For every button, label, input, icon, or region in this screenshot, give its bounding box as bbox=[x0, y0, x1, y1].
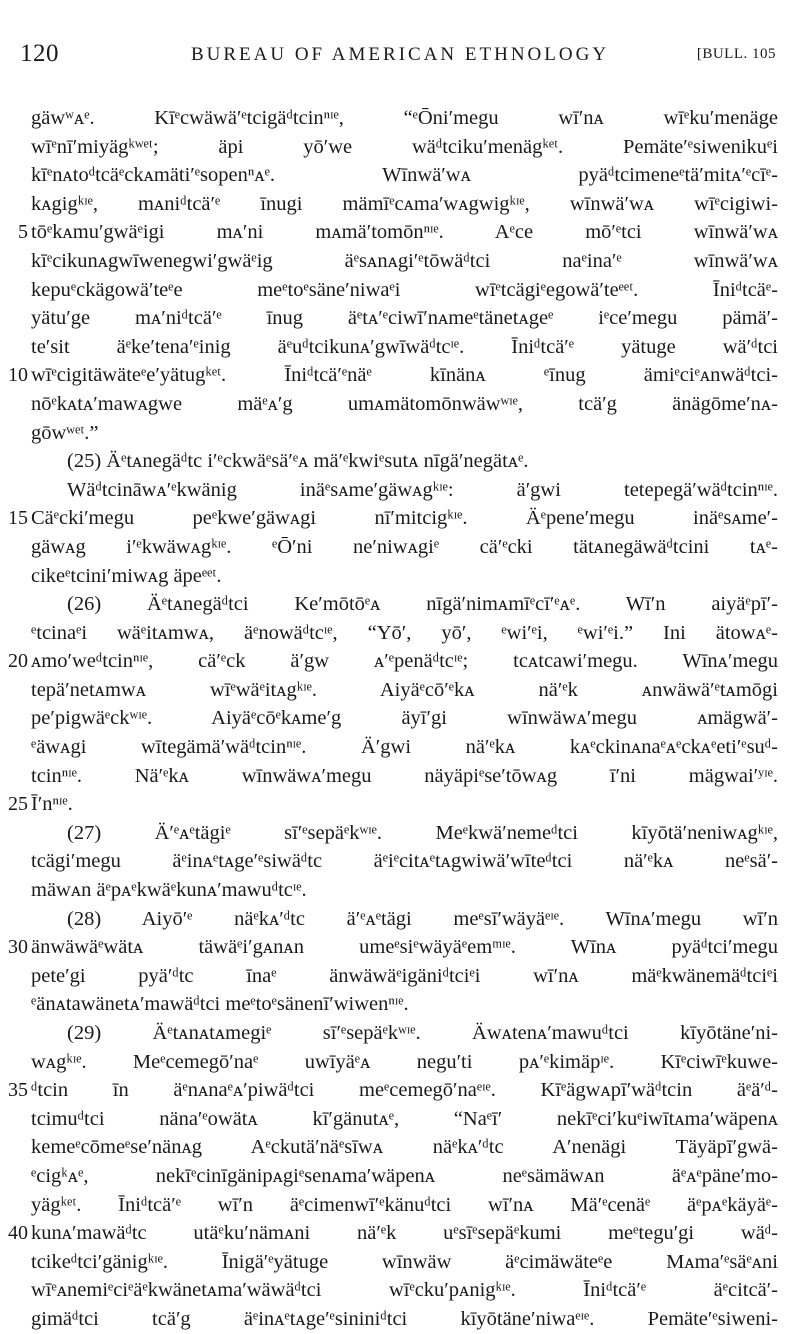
text-line bbox=[0, 847, 800, 876]
text-line bbox=[0, 419, 800, 448]
text-line bbox=[0, 190, 800, 219]
text-line bbox=[0, 590, 800, 619]
line-text: kepuᵉckägowä′teᵉe meᵉtoᵉsäne′niwaᵉi wīᵉtcägiᵉegowä′teᵉᵉᵗ. Īniᵈtcäᵉ- bbox=[31, 278, 778, 301]
text-line bbox=[0, 933, 800, 962]
line-text: ᵉtcinaᵉi wäᵉitᴀmwᴀ, äᵉnowäᵈtcᶦᵉ, “Yō′, yō′, ᵉwi′ᵉi, ᵉwi′ᵉi.” Ini ätowᴀᵉ- bbox=[31, 621, 778, 644]
line-text: yägᵏᵉᵗ. Īniᵈtcä′ᵉ wī′n äᵉcimenwī′ᵉkänuᵈtci wī′nᴀ Mä′ᵉcenäᵉ äᵉpᴀᵉkäyäᵉ- bbox=[31, 1193, 778, 1216]
line-text: kᴀgigᵏᶦᵉ, mᴀniᵈtcä′ᵉ īnugi mämīᵉcᴀma′wᴀgwigᵏᶦᵉ, wīnwä′wᴀ wīᵉcigiwi- bbox=[31, 192, 778, 215]
line-text: kīᵉnᴀtoᵈtcäᵉckᴀmäti′ᵉsopenⁿᴀᵉ. Wīnwä′wᴀ pyäᵈtcimeneᵉtä′mitᴀ′ᵉcīᵉ- bbox=[31, 164, 778, 187]
text-line bbox=[0, 361, 800, 390]
line-text: tcinⁿᶦᵉ. Nä′ᵉkᴀ wīnwäwᴀ′megu näyäpiᵉse′tōwᴀg ī′ni mägwai′ʸᶦᵉ. bbox=[31, 764, 778, 787]
text-line bbox=[0, 1191, 800, 1220]
text-line bbox=[0, 1019, 800, 1048]
line-text: (28) Aiyō′ᵉ näᵉkᴀ′ᵈtc ä′ᵉᴀᵉtägi meᵉsī′wäyäᵉᶦᵉ. Wīnᴀ′megu wī′n bbox=[67, 907, 778, 930]
line-text: tcikeᵈtci′gänigᵏᶦᵉ. Īnigä′ᵉyätuge wīnwäw äᵉcimäwäteᵉe Mᴀma′ᵉsäᵉᴀni bbox=[31, 1250, 778, 1273]
text-line bbox=[0, 476, 800, 505]
line-text: nōᵉkᴀtᴀ′mawᴀgwe mäᵉᴀ′g umᴀmätomōnwäwʷᶦᵉ, tcä′g änägōme′nᴀ- bbox=[31, 392, 778, 415]
line-text: gäwᴀg i′ᵉkwäwᴀgᵏᶦᵉ. ᵉŌ′ni ne′niwᴀgiᵉ cä′ᵉcki tätᴀnegäwäᵈtcini tᴀᵉ- bbox=[31, 535, 778, 558]
line-text: Ī′nⁿᶦᵉ. bbox=[31, 793, 73, 816]
line-number: 10 bbox=[8, 364, 28, 387]
line-text: yätu′ge mᴀ′niᵈtcä′ᵉ īnug äᵉtᴀ′ᵉciwī′nᴀmeᵉtänetᴀgeᵉ iᵉce′megu pämä′- bbox=[31, 307, 778, 330]
line-text: ᵉänᴀtawänetᴀ′mawäᵈtci meᵉtoᵉsänenī′wiwenⁿᶦᵉ. bbox=[31, 993, 409, 1016]
line-text: ᵉäwᴀgi wītegämä′wäᵈtcinⁿᶦᵉ. Ä′gwi nä′ᵉkᴀ kᴀᵉckinᴀnaᵉᴀᵉckᴀᵉeti′ᵉsuᵈ- bbox=[31, 736, 778, 759]
line-number: 30 bbox=[8, 936, 28, 959]
text-line bbox=[0, 1133, 800, 1162]
page-header bbox=[20, 40, 780, 70]
text-line bbox=[0, 504, 800, 533]
line-text: Wäᵈtcināwᴀ′ᵉkwänig inäᵉsᴀme′gäwᴀgᵏᶦᵉ: ä′gwi tetepegä′wäᵈtcinⁿᶦᵉ. bbox=[67, 478, 778, 501]
text-line bbox=[0, 304, 800, 333]
text-line bbox=[0, 1248, 800, 1277]
line-number: 15 bbox=[8, 507, 28, 530]
text-line bbox=[0, 1219, 800, 1248]
line-text: gimäᵈtci tcä′g äᵉinᴀᵉtᴀge′ᵉsininiᵈtci kīyōtäne′niwaᵉᶦᵉ. Pemäte′ᵉsiweni- bbox=[31, 1307, 778, 1330]
line-text: kemeᵉcōmeᵉse′nänᴀg Aᵉckutä′näᵉsīwᴀ näᵉkᴀ′ᵈtc A′nenägi Täyäpī′gwä- bbox=[31, 1136, 778, 1159]
line-text: wᴀgᵏᶦᵉ. Meᵉcemegō′naᵉ uwīyäᵉᴀ negu′ti pᴀ′ᵉkimäpᶦᵉ. Kīᵉciwīᵉkuwe- bbox=[31, 1050, 778, 1073]
text-line bbox=[0, 104, 800, 133]
line-text: (27) Ä′ᵉᴀᵉtägiᵉ sī′ᵉsepäᵉkʷᶦᵉ. Meᵉkwä′nemeᵈtci kīyōtä′neniwᴀgᵏᶦᵉ, bbox=[67, 821, 778, 844]
text-line bbox=[0, 790, 800, 819]
line-number: 35 bbox=[8, 1079, 28, 1102]
line-number: 5 bbox=[18, 221, 28, 244]
page-number: 120 bbox=[20, 40, 59, 67]
line-text: (26) Äᵉtᴀnegäᵈtci Ke′mōtōᵉᴀ nīgä′nimᴀmīᵉcī′ᵉᴀᵉ. Wī′n aiyäᵉpī′- bbox=[67, 593, 778, 616]
line-text: tōᵉkᴀmu′gwäᵉigi mᴀ′ni mᴀmä′tomōnⁿᶦᵉ. Aᵉce mō′ᵉtci wīnwä′wᴀ bbox=[31, 221, 778, 244]
text-line bbox=[0, 1076, 800, 1105]
text-line bbox=[0, 333, 800, 362]
text-line bbox=[0, 676, 800, 705]
text-line bbox=[0, 276, 800, 305]
text-line bbox=[0, 447, 800, 476]
text-line bbox=[0, 390, 800, 419]
line-text: gōwʷᵉᵗ.” bbox=[31, 421, 99, 444]
line-text: cikeᵉtcini′miwᴀg äpeᵉᵉᵗ. bbox=[31, 564, 222, 587]
text-line bbox=[0, 990, 800, 1019]
text-line bbox=[0, 562, 800, 591]
text-line bbox=[0, 133, 800, 162]
running-title: BUREAU OF AMERICAN ETHNOLOGY bbox=[190, 44, 610, 65]
text-line bbox=[0, 905, 800, 934]
line-text: (29) Äᵉtᴀnᴀtᴀmegiᵉ sī′ᵉsepäᵉkʷᶦᵉ. Äwᴀtenᴀ′mawuᵈtci kīyōtäne′ni- bbox=[67, 1022, 778, 1044]
line-text: ᴀmo′weᵈtcinⁿᶦᵉ, cä′ᵉck ä′gw ᴀ′ᵉpenäᵈtcᶦᵉ; tcᴀtcawi′megu. Wīnᴀ′megu bbox=[31, 650, 778, 673]
text-line bbox=[0, 533, 800, 562]
text-line bbox=[0, 1162, 800, 1191]
line-text: te′sit äᵉke′tena′ᵉinig äᵉuᵈtcikunᴀ′gwīwäᵈtcᶦᵉ. Īniᵈtcä′ᵉ yätuge wä′ᵈtci bbox=[31, 335, 778, 358]
line-number: 25 bbox=[8, 793, 28, 816]
bulletin-reference: [BULL. 105 bbox=[696, 46, 776, 62]
line-text: Cäᵉcki′megu peᵉkwe′gäwᴀgi nī′mitcigᵏᶦᵉ. Äᵉpene′megu inäᵉsᴀme′- bbox=[31, 507, 778, 530]
line-text: pete′gi pyä′ᵈtc īnaᵉ änwäwäᵉigäniᵈtciᵉi wī′nᴀ mäᵉkwänemäᵈtciᵉi bbox=[31, 964, 778, 987]
line-text: ᵈtcin īn äᵉnᴀnaᵉᴀ′piwäᵈtci meᵉcemegō′naᵉᶦᵉ. Kīᵉägwᴀpī′wäᵈtcin äᵉä′ᵈ- bbox=[31, 1079, 778, 1102]
text-line bbox=[0, 218, 800, 247]
line-text: (25) Äᵉtᴀnegäᵈtc i′ᵉckwäᵉsä′ᵉᴀ mä′ᵉkwiᵉsutᴀ nīgä′negätᴀᵉ. bbox=[67, 450, 529, 473]
line-text: tcägi′megu äᵉinᴀᵉtᴀge′ᵉsiwäᵈtc äᵉiᵉcitᴀᵉtᴀgwiwä′wīteᵈtci nä′ᵉkᴀ neᵉsä′- bbox=[31, 850, 778, 873]
text-line bbox=[0, 762, 800, 791]
line-text: ᵉcigᵏᴀᵉ, nekīᵉcinīgänipᴀgiᵉsenᴀma′wäpenᴀ neᵉsämäwᴀn äᵉᴀᵉpäne′mo- bbox=[31, 1164, 778, 1187]
line-text: wīᵉnī′miyägᵏʷᵉᵗ; äpi yō′we wäᵈtciku′menägᵏᵉᵗ. Pemäte′ᵉsiwenikuᵉi bbox=[31, 135, 778, 158]
text-line bbox=[0, 1048, 800, 1077]
line-text: kunᴀ′mawäᵈtc utäᵉku′nämᴀni nä′ᵉk uᵉsīᵉsepäᵉkumi meᵉtegu′gi wäᵈ- bbox=[31, 1222, 778, 1245]
text-line bbox=[0, 647, 800, 676]
text-line bbox=[0, 733, 800, 762]
body-text bbox=[0, 104, 800, 1334]
text-line bbox=[0, 876, 800, 905]
text-line bbox=[0, 962, 800, 991]
line-number: 40 bbox=[8, 1222, 28, 1245]
line-text: wīᵉcigitäwäteᵉe′yätugᵏᵉᵗ. Īniᵈtcä′ᵉnäᵉ kīnänᴀ ᵉīnug ämiᵉciᵉᴀnwäᵈtci- bbox=[31, 364, 778, 387]
text-line bbox=[0, 247, 800, 276]
text-line bbox=[0, 161, 800, 190]
line-text: pe′pigwäᵉckʷᶦᵉ. Aiyäᵉcōᵉkᴀme′g äyī′gi wīnwäwᴀ′megu ᴀmägwä′- bbox=[31, 707, 778, 730]
line-text: tcimuᵈtci näna′ᵉowätᴀ kī′gänutᴀᵉ, “Naᵉī′ nekīᵉci′kuᵉiwītᴀma′wäpenᴀ bbox=[31, 1107, 778, 1130]
line-text: gäwʷᴀᵉ. Kīᵉcwäwä′ᵉtcigäᵈtcinⁿᶦᵉ, “ᵉŌni′megu wī′nᴀ wīᵉku′menäge bbox=[31, 107, 778, 129]
line-text: tepä′netᴀmwᴀ wīᵉwäᵉitᴀgᵏᶦᵉ. Aiyäᵉcō′ᵉkᴀ nä′ᵉk ᴀnwäwä′ᵉtᴀmōgi bbox=[31, 678, 778, 701]
line-text: änwäwäᵉwätᴀ täwäᵉi′gᴀnᴀn umeᵉsiᵉwäyäᵉemᵐᶦᵉ. Wīnᴀ pyäᵈtci′megu bbox=[31, 936, 778, 959]
text-line bbox=[0, 819, 800, 848]
text-line bbox=[0, 619, 800, 648]
text-line bbox=[0, 1305, 800, 1334]
text-line bbox=[0, 1276, 800, 1305]
line-number: 20 bbox=[8, 650, 28, 673]
line-text: mäwᴀn äᵉpᴀᵉkwäᵉkunᴀ′mawuᵈtcᶦᵉ. bbox=[31, 879, 307, 902]
line-text: kīᵉcikunᴀgwīwenegwi′gwäᵉig äᵉsᴀnᴀgi′ᵉtōwäᵈtci naᵉina′ᵉ wīnwä′wᴀ bbox=[31, 249, 778, 272]
text-line bbox=[0, 704, 800, 733]
line-text: wīᵉᴀnemiᵉciᵉäᵉkwänetᴀma′wäwäᵈtci wīᵉcku′pᴀnigᵏᶦᵉ. Īniᵈtcä′ᵉ äᵉcitcä′- bbox=[31, 1279, 778, 1302]
text-line bbox=[0, 1105, 800, 1134]
